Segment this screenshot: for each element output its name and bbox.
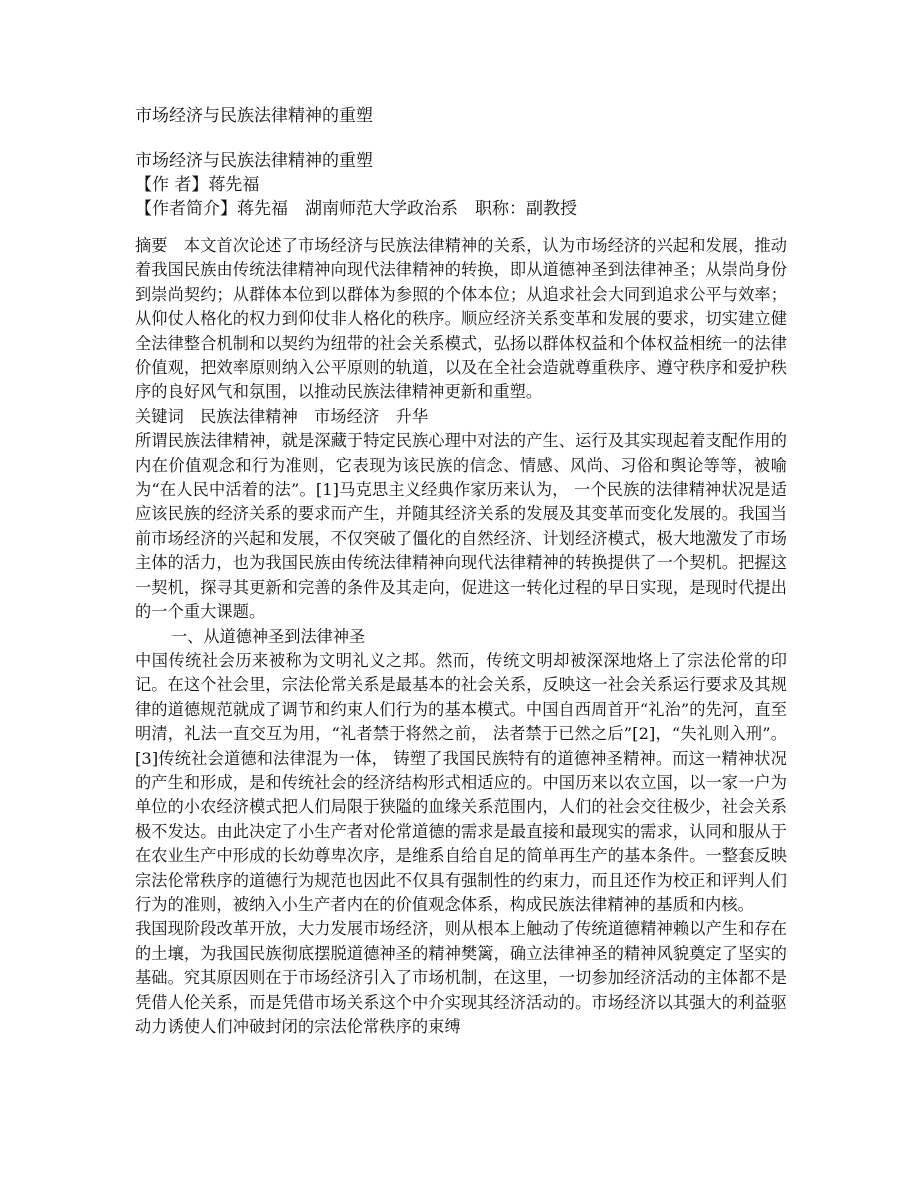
article-title: 市场经济与民族法律精神的重塑 xyxy=(135,151,373,171)
body-paragraph: 我国现阶段改革开放，大力发展市场经济，则从根本上触动了传统道德精神赖以产生和存在的土壤，为我国民族彻底摆脱道德神圣的精神樊篱，确立法律神圣的精神风貌奠定了坚实的基础。究其原因则在于市场经济引入了市场机制，在这里，一切参加经济活动的主体都不是凭借人伦关系，而是凭借市场关系这个中介实现其经济活动的。市场经济以其强大的利益驱动力诱使人们冲破封闭的宗法伦常秩序的束缚 xyxy=(135,919,787,1036)
section-heading: 一、从道德神圣到法律神圣 xyxy=(171,626,366,646)
document-page xyxy=(135,104,787,1039)
intro-paragraph: 所谓民族法律精神，就是深藏于特定民族心理中对法的产生、运行及其实现起着支配作用的内在价值观念和行为准则，它表现为该民族的信念、情感、风尚、习俗和舆论等等，被喻为“在人民中活着的法”。[1]马克思主义经典作家历来认为， 一个民族的法律精神状况是适应该民族的经济关系的要求而产生，并随其经济关系的发展及其变革而变化发展的。我国当前市场经济的兴起和发展，不仅突破了僵化的自然经济、计划经济模式，极大地激发了市场主体的活力，也为我国民族由传统法律精神向现代法律精神的转换提供了一个契机。把握这一契机，探寻其更新和完善的条件及其走向，促进这一转化过程的早日实现，是现时代提出的一个重大课题。 xyxy=(135,431,787,622)
body-paragraph: 中国传统社会历来被称为文明礼义之邦。然而，传统文明却被深深地烙上了宗法伦常的印记。在这个社会里，宗法伦常关系是最基本的社会关系，反映这一社会关系运行要求及其规律的道德规范就成了调节和约束人们行为的基本模式。中国自西周首开“礼治”的先河，直至明清，礼法一直交互为用，“礼者禁于将然之前， 法者禁于已然之后”[2]，“失礼则入刑”。[3]传统社会道德和法律混为一体， 铸塑了我国民族特有的道德神圣精神。而这一精神状况的产生和形成，是和传统社会的经济结构形式相适应的。中国历来以农立国，以一家一户为单位的小农经济模式把人们局限于狭隘的血缘关系范围内，人们的社会交往极少，社会关系极不发达。由此决定了小生产者对伦常道德的需求是最直接和最现实的需求，认同和服从于在农业生产中形成的长幼尊卑次序，是维系自给自足的简单再生产的基本条件。一整套反映宗法伦常秩序的道德行为规范也因此不仅具有强制性的约束力，而且还作为校正和评判人们行为的准则，被纳入小生产者内在的价值观念体系，构成民族法律精神的基质和内核。 xyxy=(135,650,787,914)
keywords-line: 关键词 民族法律精神 市场经济 升华 xyxy=(135,406,429,426)
article-header xyxy=(135,149,787,221)
abstract-paragraph: 摘要 本文首次论述了市场经济与民族法律精神的关系，认为市场经济的兴起和发展，推动着我国民族由传统法律精神向现代法律精神的转换，即从道德神圣到法律神圣；从崇尚身份到崇尚契约；从群体本位到以群体为参照的个体本位；从追求社会大同到追求公平与效率；从仰仗人格化的权力到仰仗非人格化的秩序。顺应经济关系变革和发展的要求，切实建立健全法律整合机制和以契约为纽带的社会关系模式，弘扬以群体权益和个体权益相统一的法律价值观，把效率原则纳入公平原则的轨道，以及在全社会造就尊重秩序、遵守秩序和爱护秩序的良好风气和氛围，以推动民族法律精神更新和重塑。 xyxy=(135,236,787,402)
page-title: 市场经济与民族法律精神的重塑 xyxy=(135,106,373,126)
author-line: 【作 者】蒋先福 xyxy=(135,175,260,195)
author-bio-line: 【作者简介】蒋先福 湖南师范大学政治系 职称：副教授 xyxy=(135,199,577,219)
